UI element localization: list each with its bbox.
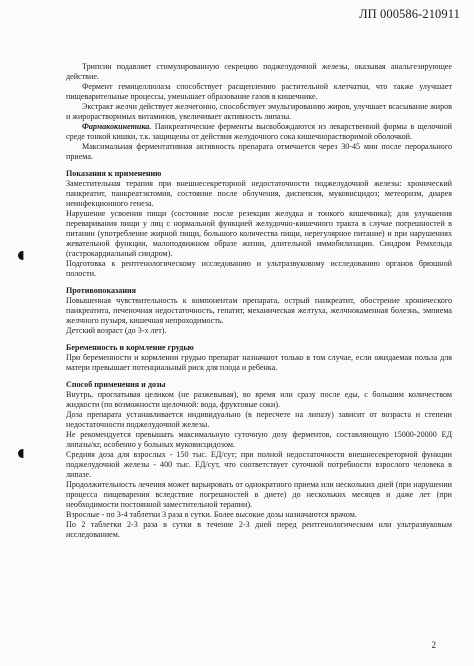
pregnancy-paragraph: При беременности и кормлении грудью препарат назначают только в том случае, если ожидаемая польза для матери превышает потенциальный риск для плода и ребенка. — [66, 353, 452, 372]
dosage-paragraph: Доза препарата устанавливается индивидуально (в пересчете на липазу) зависит от возраста и степени недостаточности поджелудочной железы. — [66, 410, 452, 429]
paragraph-pharmacokinetics — [66, 122, 452, 142]
indications-paragraph: Нарушение усвоения пищи (состояние после резекции желудка и тонкого кишечника); для улучшения переваривания пищи у лиц с нормальной функцией желудочно-кишечного тракта в случае погрешностей в питании (употребление жирной пищи, большого количества пищи, нерегулярное питание) и при нарушениях жевательной функции, малоподвижном образе жизни, длительной иммобилизации. Синдром Ремхельда (гастрокардиальный синдром). — [66, 209, 452, 258]
paragraph-hemicellulase: Фермент гемицеллюлаза способствует расщеплению растительной клетчатки, что также улучшает пищеварительные процессы, уменьшает образование газов в кишечнике. — [66, 82, 452, 101]
document-registration-code: ЛП 000586-210911 — [359, 7, 460, 21]
page-number: 2 — [431, 640, 436, 650]
contraindications-heading: Противопоказания — [66, 286, 137, 295]
dosage-paragraph: Не рекомендуется превышать максимальную суточную дозу ферментов, составляющую 15000-20000 ЕД липазы/кг, особенно у больных муковисцидозом. — [66, 430, 452, 449]
dosage-paragraph: Средняя доза для взрослых - 150 тыс. ЕД/сут; при полной недостаточности внешнесекреторной функции поджелудочной железы - 400 тыс. ЕД/сут, что соответствует суточной потребности взрослого человека в липазе. — [66, 450, 452, 479]
dosage-paragraph: Внутрь, проглатывая целиком (не разжевывая), во время или сразу после еды, с большим количеством жидкости (по возможности щелочной: вода, фруктовые соки). — [66, 390, 452, 409]
paragraph-bile-extract: Экстракт желчи действует желчегонно, способствует эмульгированию жиров, улучшает всасывание жиров и жирорастворимых витаминов, увеличивает активность липазы. — [66, 102, 452, 121]
pharmacokinetics-text: Панкреатические ферменты высвобождаются из лекарственной формы в щелочной среде тонкой кишки, т.к. защищены от действия желудочного сока кишечнорастворимой оболочкой. — [66, 122, 452, 141]
dosage-heading: Способ применения и дозы — [66, 380, 166, 389]
dosage-paragraph: По 2 таблетки 2-3 раза в сутки в течение 2-3 дней перед рентгенологическим или ультразвуковым исследованием. — [66, 520, 452, 539]
document-body — [66, 62, 452, 540]
binder-hole-mark — [18, 449, 27, 458]
paragraph-max-activity: Максимальная ферментативная активность препарата отмечается через 30-45 мин после перорального приема. — [66, 142, 452, 161]
indications-paragraph: Заместительная терапия при внешнесекреторной недостаточности поджелудочной железы: хронический панкреатит, панкреатэктомия, состояние после облучения, диспепсия, муковисцидоз; метеоризм, диарея неинфекционного генеза. — [66, 179, 452, 208]
dosage-paragraph: Продолжительность лечения может варьировать от однократного приема или нескольких дней (при нарушении процесса пищеварения вследствие погрешностей в диете) до нескольких месяцев и даже лет (при необходимости постоянной заместительной терапии). — [66, 480, 452, 509]
contraindications-paragraph: Детский возраст (до 3-х лет). — [66, 326, 167, 335]
pharmacokinetics-label: Фармакокинетика. — [82, 122, 152, 131]
indications-heading: Показания к применению — [66, 169, 162, 178]
paragraph-trypsin: Трипсин подавляет стимулированную секрецию поджелудочной железы, оказывая анальгезирующее действие. — [66, 62, 452, 81]
pregnancy-heading: Беременность и кормление грудью — [66, 343, 194, 352]
dosage-paragraph: Взрослые - по 3-4 таблетки 3 раза в сутки. Более высокие дозы назначаются врачом. — [66, 510, 357, 519]
indications-paragraph: Подготовка к рентгенологическому исследованию и ультразвуковому исследованию органов брюшной полости. — [66, 259, 452, 278]
binder-hole-mark — [18, 251, 27, 260]
contraindications-paragraph: Повышенная чувствительность к компонентам препарата, острый панкреатит, обострение хронического панкреатита, печеночная недостаточность, гепатит, механическая желтуха, желчнокаменная болезнь, эмпиема желчного пузыря, кишечная непроходимость. — [66, 296, 452, 325]
